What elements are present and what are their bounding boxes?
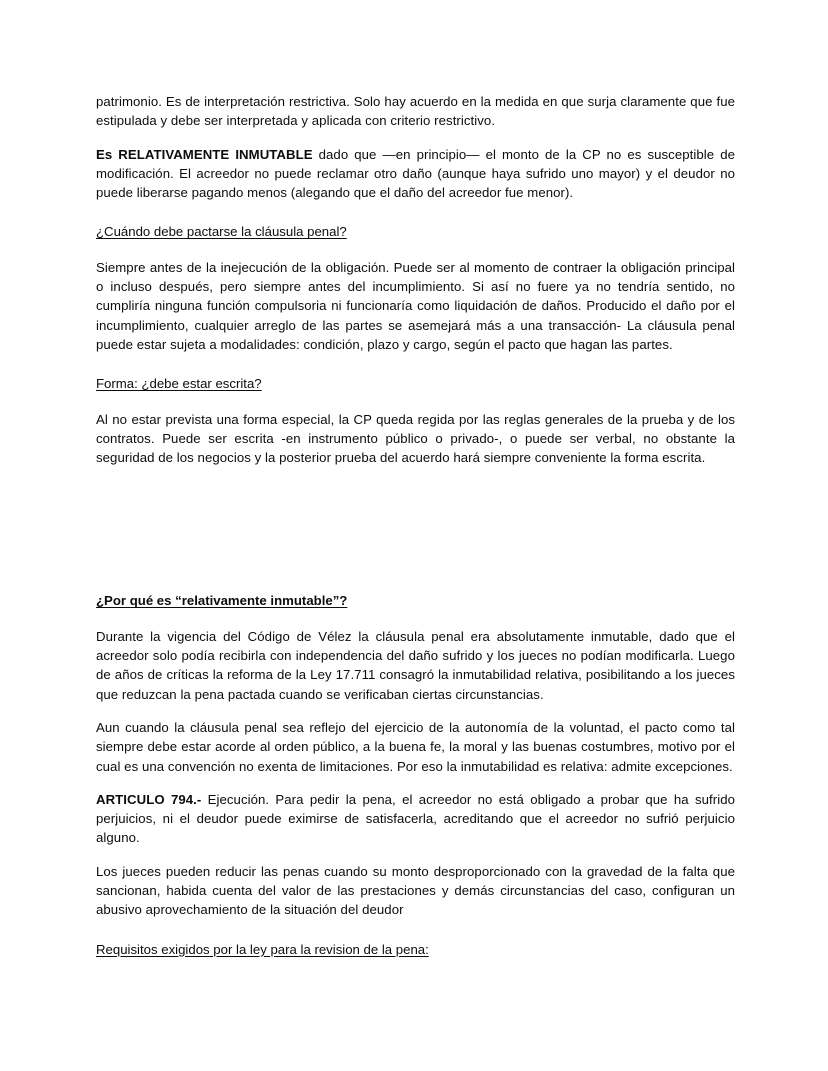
paragraph-aun-cuando: Aun cuando la cláusula penal sea reflejo del ejercicio de la autonomía de la voluntad, el pacto como tal siempre debe estar acorde al orden público, a la buena fe, la moral y las buenas costumbres, motivo por el cual es una convención no exenta de limitaciones. Por eso la inmutabilidad es relativa: admite excepciones. bbox=[96, 719, 735, 774]
heading-text: ¿Cuándo debe pactarse la cláusula penal? bbox=[96, 224, 347, 240]
heading-cuando-pactarse bbox=[96, 222, 735, 241]
paragraph-body: dado que —en principio— el monto de la CP no es susceptible de modificación. El acreedor no puede reclamar otro daño (aunque haya sufrido uno mayor) y el deudor no puede liberarse pagando menos (alegando que el daño del acreedor fue menor). bbox=[96, 146, 735, 201]
bottom-whitespace bbox=[96, 959, 735, 999]
paragraph-patrimonio: patrimonio. Es de interpretación restrictiva. Solo hay acuerdo en la medida en que surja claramente que fue estipulada y debe ser interpretada y aplicada con criterio restrictivo. bbox=[96, 94, 735, 129]
page-break-gap bbox=[96, 467, 735, 591]
paragraph-siempre-antes: Siempre antes de la inejecución de la obligación. Puede ser al momento de contraer la obligación principal o incluso después, pero siempre antes del incumplimiento. Si así no fuere ya no tendría sentido, no cumpliría ninguna función compulsoria ni funcionaría como liquidación de daños. Producido el daño por el incumplimiento, cualquier arreglo de las partes se asemejará más a una transacción- La cláusula penal puede estar sujeta a modalidades: condición, plazo y cargo, según el pacto que hagan las partes. bbox=[96, 259, 735, 352]
paragraph-articulo-794 bbox=[96, 790, 735, 848]
paragraph-los-jueces-pueden-reducir: Los jueces pueden reducir las penas cuando su monto desproporcionado con la gravedad de la falta que sancionan, habida cuenta del valor de las prestaciones y demás circunstancias del caso, configuran un abusivo aprovechamiento de la situación del deudor bbox=[96, 863, 735, 918]
paragraph-durante-la-vigencia: Durante la vigencia del Código de Vélez la cláusula penal era absolutamente inmutable, dado que el acreedor solo podía recibirla con independencia del daño sufrido y los jueces no podían modificarla. Luego de años de críticas la reforma de la Ley 17.711 consagró la inmutabilidad relativa, posibilitando a los jueces que reduzcan la pena pactada cuando se verificaban ciertas circunstancias. bbox=[96, 628, 735, 702]
paragraph-relativamente-inmutable bbox=[96, 145, 735, 203]
document-text-column bbox=[96, 92, 735, 999]
heading-requisitos-revision-pena bbox=[96, 940, 735, 959]
bold-run-relativamente-inmutable: Es RELATIVAMENTE INMUTABLE bbox=[96, 146, 313, 162]
paragraph-al-no-estar-prevista: Al no estar prevista una forma especial, la CP queda regida por las reglas generales de la prueba y de los contratos. Puede ser escrita -en instrumento público o privado-, o puede ser verbal, no obstante la seguridad de los negocios y la posterior prueba del acuerdo hará siempre conveniente la forma escrita. bbox=[96, 411, 735, 466]
paragraph-body: Ejecución. Para pedir la pena, el acreedor no está obligado a probar que ha sufrido perjuicios, ni el deudor puede eximirse de satisfacerla, acreditando que el acreedor no sufrió perjuicio alguno. bbox=[96, 791, 735, 846]
bold-run-articulo-794: ARTICULO 794.- bbox=[96, 791, 202, 807]
heading-text: Requisitos exigidos por la ley para la revision de la pena: bbox=[96, 941, 429, 957]
heading-text: Forma: ¿debe estar escrita? bbox=[96, 376, 262, 392]
heading-text: ¿Por qué es “relativamente inmutable”? bbox=[96, 593, 348, 609]
heading-forma-escrita bbox=[96, 374, 735, 393]
heading-por-que-relativamente-inmutable bbox=[96, 591, 735, 610]
